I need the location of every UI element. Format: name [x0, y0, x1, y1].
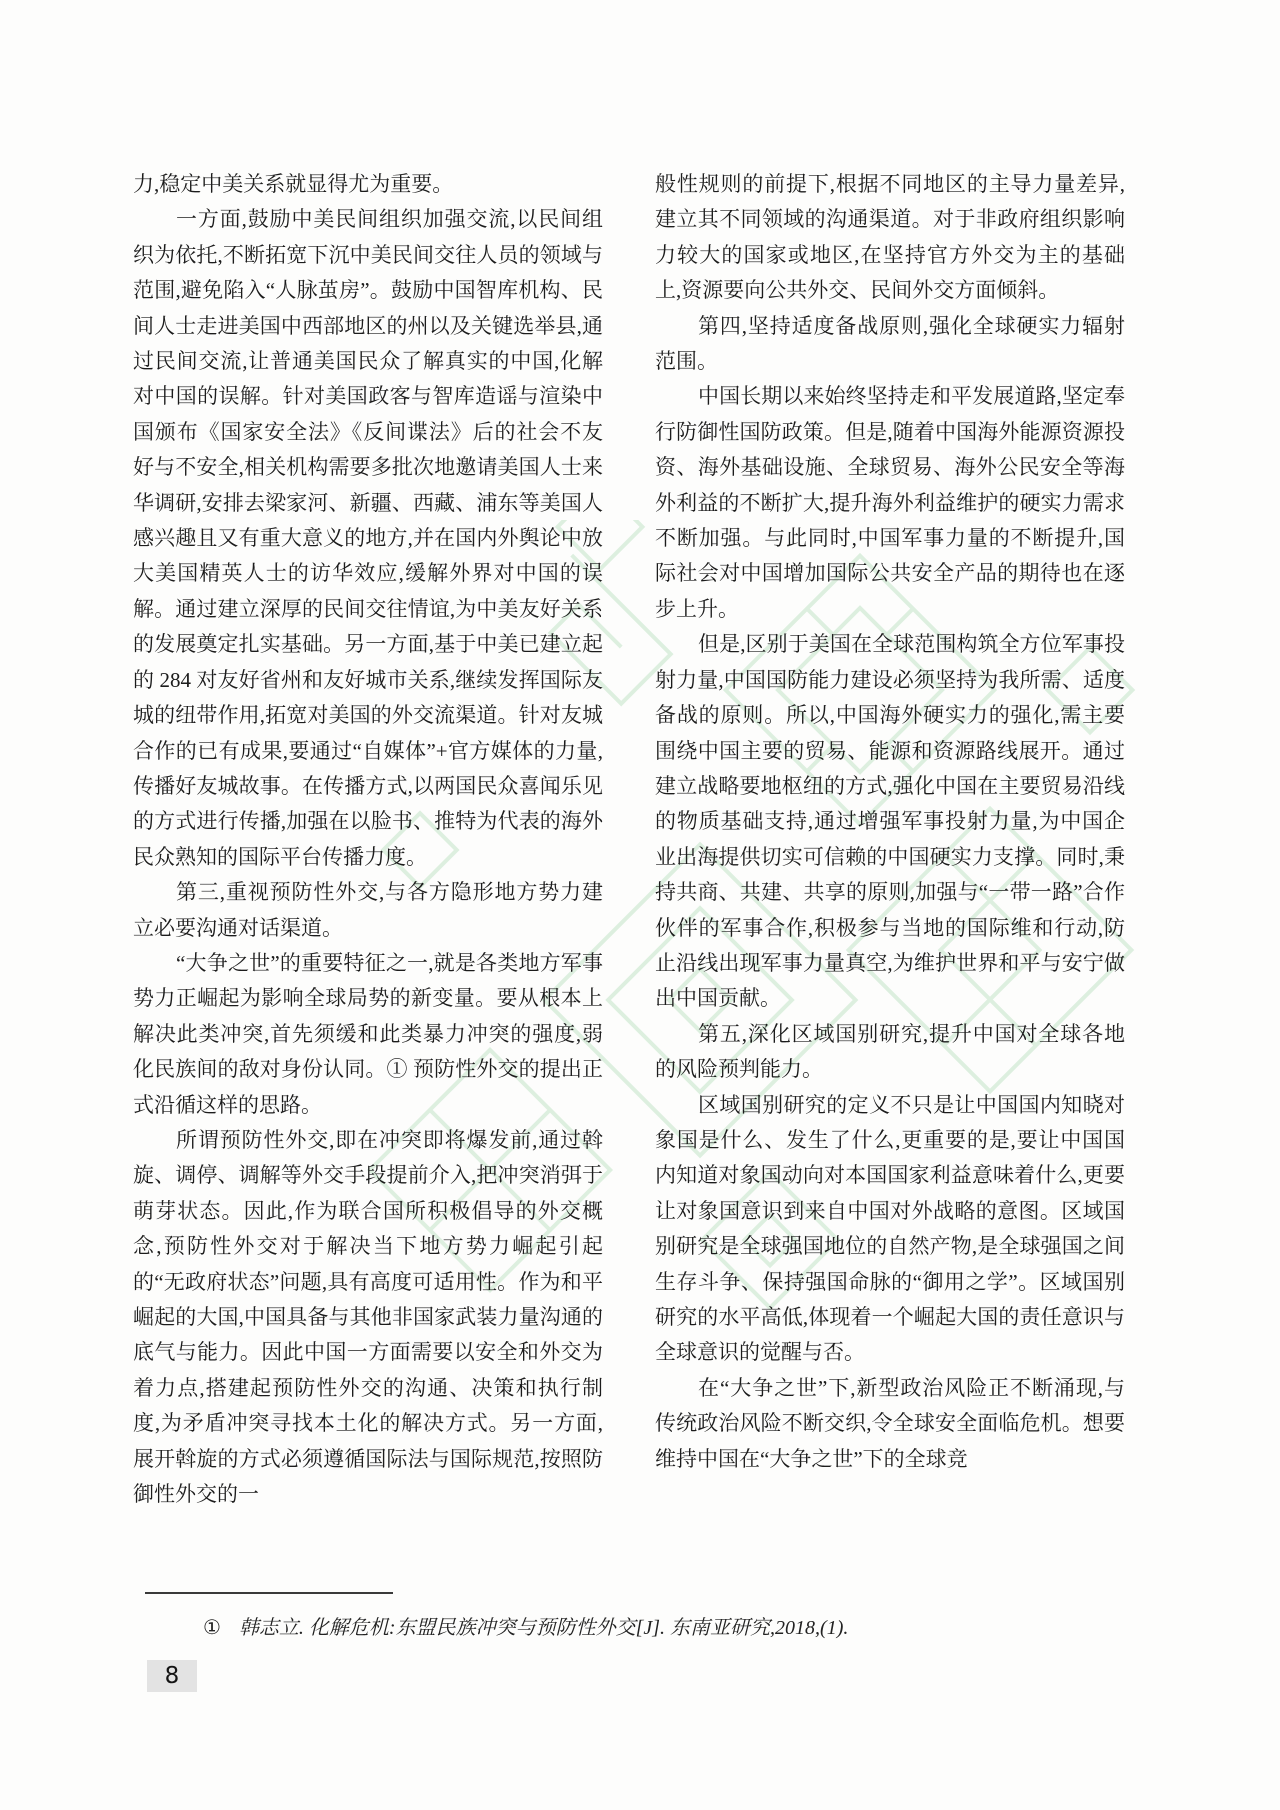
paragraph: 第三,重视预防性外交,与各方隐形地方势力建立必要沟通对话渠道。	[133, 880, 603, 940]
paragraph: 区域国别研究的定义不只是让中国国内知晓对象国是什么、发生了什么,更重要的是,要让中国国内知道对象国动向对本国国家利益意味着什么,更要让对象国意识到来自中国对外战略的意图。区域国别研究是全球强国地位的自然产物,是全球强国之间生存斗争、保持强国命脉的“御用之学”。区域国别研究的水平高低,体现着一个崛起大国的责任意识与全球意识的觉醒与否。	[655, 1092, 1125, 1365]
footnote-text: 韩志立. 化解危机:东盟民族冲突与预防性外交[J]. 东南亚研究,2018,(1).	[238, 1617, 849, 1639]
paragraph: 中国长期以来始终坚持走和平发展道路,坚定奉行防御性国防政策。但是,随着中国海外能源资源投资、海外基础设施、全球贸易、海外公民安全等海外利益的不断扩大,提升海外利益维护的硬实力需求不断加强。与此同时,中国军事力量的不断提升,国际社会对中国增加国际公共安全产品的期待也在逐步上升。	[655, 384, 1125, 621]
paragraph: 一方面,鼓励中美民间组织加强交流,以民间组织为依托,不断拓宽下沉中美民间交往人员的领域与范围,避免陷入“人脉茧房”。鼓励中国智库机构、民间人士走进美国中西部地区的州以及关键选举县,通过民间交流,让普通美国民众了解真实的中国,化解对中国的误解。针对美国政客与智库造谣与渲染中国颁布《国家安全法》《反间谍法》后的社会不友好与不安全,相关机构需要多批次地邀请美国人士来华调研,安排去梁家河、新疆、西藏、浦东等美国人感兴趣且又有重大意义的地方,并在国内外舆论中放大美国精英人士的访华效应,缓解外界对中国的误解。通过建立深厚的民间交往情谊,为中美友好关系的发展奠定扎实基础。另一方面,基于中美已建立起的 284 对友好省州和友好城市关系,继续发挥国际友城的纽带作用,拓宽对美国的外交流渠道。针对友城合作的已有成果,要通过“自媒体”+官方媒体的力量,传播好友城故事。在传播方式,以两国民众喜闻乐见的方式进行传播,加强在以脸书、推特为代表的海外民众熟知的国际平台传播力度。	[133, 207, 603, 869]
footnote-marker: ①	[203, 1617, 221, 1639]
paragraph: 第五,深化区域国别研究,提升中国对全球各地的风险预判能力。	[655, 1021, 1125, 1082]
paragraph: 但是,区别于美国在全球范围构筑全方位军事投射力量,中国国防能力建设必须坚持为我所需、适度备战的原则。所以,中国海外硬实力的强化,需主要围绕中国主要的贸易、能源和资源路线展开。通过建立战略要地枢纽的方式,强化中国在主要贸易沿线的物质基础支持,通过增强军事投射力量,为中国企业出海提供切实可信赖的中国硬实力支撑。同时,秉持共商、共建、共享的原则,加强与“一带一路”合作伙伴的军事合作,积极参与当地的国际维和行动,防止沿线出现军事力量真空,为维护世界和平与安宁做出中国贡献。	[655, 632, 1125, 1011]
page-number-badge: 8	[147, 1660, 197, 1692]
paragraph: 在“大争之世”下,新型政治风险正不断涌现,与传统政治风险不断交织,令全球安全面临危机。想要维持中国在“大争之世”下的全球竞	[655, 1375, 1125, 1471]
text-column-right	[655, 167, 1125, 1477]
footnote-separator	[145, 1592, 393, 1594]
paragraph: 所谓预防性外交,即在冲突即将爆发前,通过斡旋、调停、调解等外交手段提前介入,把冲突消弭于萌芽状态。因此,作为联合国所积极倡导的外交概念,预防性外交对于解决当下地方势力崛起引起的“无政府状态”问题,具有高度可适用性。作为和平崛起的大国,中国具备与其他非国家武装力量沟通的底气与能力。因此中国一方面需要以安全和外交为着力点,搭建起预防性外交的沟通、决策和执行制度,为矛盾冲突寻找本土化的解决方式。另一方面,展开斡旋的方式必须遵循国际法与国际规范,按照防御性外交的一	[133, 1127, 603, 1507]
paragraph: 力,稳定中美关系就显得尤为重要。	[133, 172, 454, 196]
paragraph: 第四,坚持适度备战原则,强化全球硬实力辐射范围。	[655, 313, 1125, 374]
text-column-left	[133, 167, 603, 1512]
paragraph: 般性规则的前提下,根据不同地区的主导力量差异,建立其不同领域的沟通渠道。对于非政府组织影响力较大的国家或地区,在坚持官方外交为主的基础上,资源要向公共外交、民间外交方面倾斜。	[655, 172, 1125, 303]
paragraph: “大争之世”的重要特征之一,就是各类地方军事势力正崛起为影响全球局势的新变量。要从根本上解决此类冲突,首先须缓和此类暴力冲突的强度,弱化民族间的敌对身份认同。① 预防性外交的提出正式沿循这样的思路。	[133, 950, 603, 1117]
footnote	[203, 1613, 1083, 1643]
